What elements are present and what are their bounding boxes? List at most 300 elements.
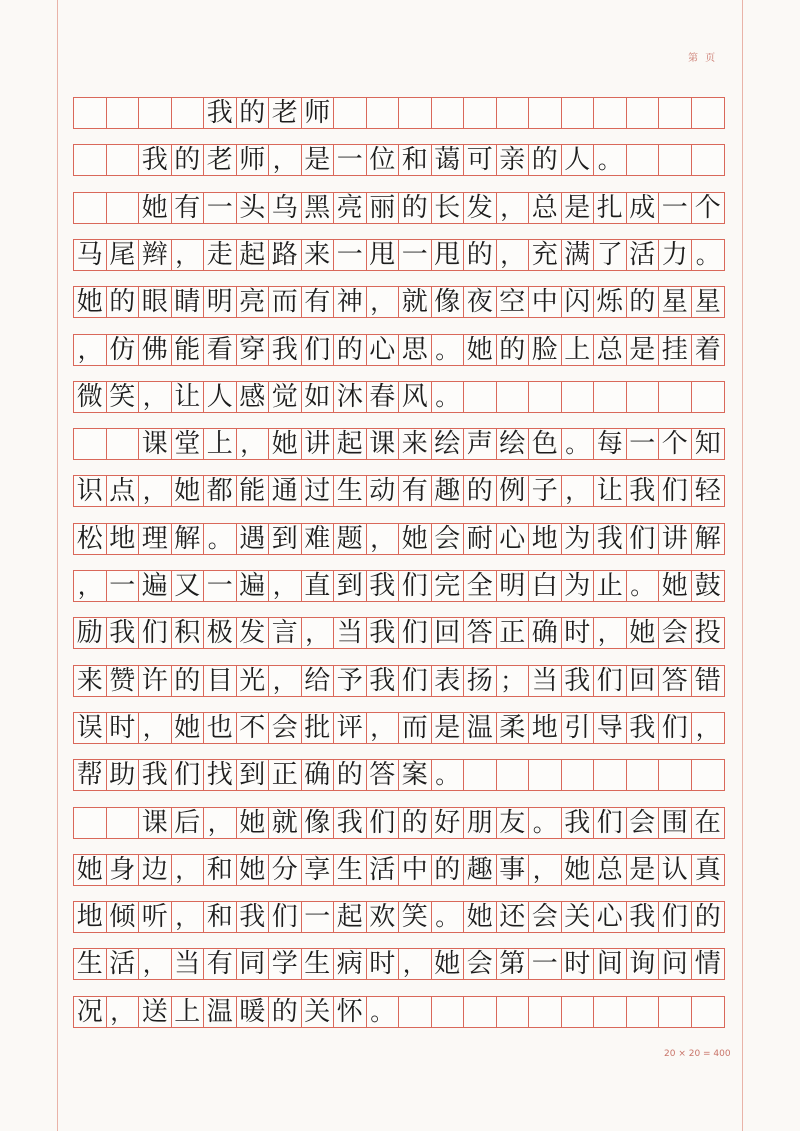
grid-cell: 人 — [562, 145, 595, 175]
grid-cell: 来 — [74, 666, 107, 696]
grid-cell: 会 — [269, 713, 302, 743]
grid-cell: 答 — [659, 666, 692, 696]
grid-cell: 们 — [139, 618, 172, 648]
grid-cell — [139, 98, 172, 128]
grid-cell: ， — [172, 240, 205, 270]
grid-cell: 真 — [694, 854, 721, 885]
page-number-label: 第 页 — [688, 53, 718, 64]
grid-cell: 过 — [302, 476, 335, 506]
grid-cell: 在 — [694, 807, 721, 838]
grid-cell: 许 — [139, 666, 172, 696]
grid-cell: 脸 — [529, 335, 562, 365]
grid-cell: 赞 — [107, 666, 140, 696]
grid-cell: 我 — [562, 666, 595, 696]
grid-cell: 是 — [432, 713, 465, 743]
grid-cell: 的 — [334, 760, 367, 790]
grid-cell: 的 — [464, 476, 497, 506]
grid-cell: 有 — [399, 476, 432, 506]
grid-cell: 。 — [627, 571, 660, 601]
grid-cell — [432, 98, 465, 128]
grid-cell — [497, 98, 530, 128]
grid-cell: ， — [302, 618, 335, 648]
grid-cell: 个 — [659, 429, 692, 459]
grid-cell: 烁 — [594, 287, 627, 317]
grid-cell: 解 — [694, 523, 721, 554]
grid-cell — [529, 98, 562, 128]
grid-cell: 她 — [627, 618, 660, 648]
grid-cell: 引 — [562, 713, 595, 743]
grid-cell: 围 — [659, 808, 692, 838]
grid-cell: 和 — [399, 145, 432, 175]
grid-cell: 我 — [594, 524, 627, 554]
grid-cell: 扬 — [464, 666, 497, 696]
grid-cell: 睛 — [172, 287, 205, 317]
grid-cell — [497, 760, 530, 790]
grid-cell: 夜 — [464, 287, 497, 317]
grid-cell: 们 — [172, 760, 205, 790]
grid-cell: 春 — [367, 382, 400, 412]
grid-cell: 间 — [594, 949, 627, 979]
grid-cell — [399, 997, 432, 1027]
grid-cell: 确 — [302, 760, 335, 790]
grid-cell — [627, 760, 660, 790]
grid-cell: 励 — [74, 618, 107, 648]
left-margin-line — [57, 0, 58, 1131]
grid-row — [73, 570, 725, 602]
grid-cell: 。 — [695, 240, 720, 269]
grid-cell: 的 — [269, 997, 302, 1027]
grid-cell: 当 — [529, 666, 562, 696]
grid-cell: 课 — [139, 808, 172, 838]
grid-cell: 案 — [399, 760, 432, 790]
grid-cell: 的 — [334, 335, 367, 365]
grid-cell: 病 — [334, 949, 367, 979]
grid-cell: ， — [269, 666, 302, 696]
grid-cell: 。 — [432, 335, 465, 365]
grid-cell: 。 — [529, 808, 562, 838]
grid-cell: 我 — [204, 98, 237, 128]
grid-cell: 止 — [594, 571, 627, 601]
grid-cell: 总 — [594, 855, 627, 885]
grid-cell — [659, 382, 692, 412]
grid-cell: 我 — [627, 902, 660, 932]
grid-cell: 鼓 — [694, 571, 721, 601]
grid-cell: 佛 — [139, 335, 172, 365]
grid-row — [73, 617, 725, 649]
grid-row — [73, 381, 725, 413]
grid-cell: 可 — [464, 145, 497, 175]
grid-cell: 她 — [237, 808, 270, 838]
grid-cell — [74, 193, 107, 223]
grid-cell: 到 — [269, 524, 302, 554]
grid-cell: 着 — [694, 334, 721, 365]
grid-cell — [659, 98, 692, 128]
grid-cell — [562, 98, 595, 128]
grid-cell — [107, 429, 140, 459]
grid-cell: 回 — [627, 666, 660, 696]
grid-cell: 误 — [74, 713, 107, 743]
grid-cell — [399, 98, 432, 128]
grid-cell: 心 — [497, 524, 530, 554]
grid-cell — [107, 808, 140, 838]
grid-cell — [562, 382, 595, 412]
grid-row — [73, 759, 725, 791]
grid-cell: 又 — [172, 571, 205, 601]
grid-cell: 而 — [269, 287, 302, 317]
grid-cell: ， — [107, 997, 140, 1027]
grid-cell: 找 — [204, 760, 237, 790]
grid-cell: ， — [139, 713, 172, 743]
grid-row — [73, 665, 725, 697]
grid-cell: 甩 — [367, 240, 400, 270]
grid-cell: 朋 — [464, 808, 497, 838]
grid-cell: 笑 — [399, 902, 432, 932]
grid-cell: 她 — [74, 855, 107, 885]
grid-cell: ， — [74, 571, 107, 601]
grid-cell: 为 — [562, 524, 595, 554]
grid-cell: 予 — [334, 666, 367, 696]
grid-cell: 她 — [172, 476, 205, 506]
grid-cell: 识 — [74, 476, 107, 506]
grid-cell: 的 — [172, 666, 205, 696]
grid-cell: 会 — [529, 902, 562, 932]
grid-cell: 尾 — [107, 240, 140, 270]
grid-cell: 的 — [464, 240, 497, 270]
grid-cell: 一 — [302, 902, 335, 932]
grid-cell — [107, 193, 140, 223]
grid-cell: 活 — [107, 949, 140, 979]
grid-cell: 我 — [367, 571, 400, 601]
grid-cell: 就 — [399, 287, 432, 317]
grid-cell: 一 — [659, 193, 692, 223]
grid-cell: 们 — [399, 618, 432, 648]
grid-cell: 们 — [659, 902, 692, 932]
grid-cell: 长 — [432, 193, 465, 223]
grid-cell: 仿 — [107, 335, 140, 365]
grid-cell: 让 — [594, 476, 627, 506]
grid-cell: 力 — [659, 240, 692, 270]
grid-cell: 声 — [464, 429, 497, 459]
grid-cell: ， — [399, 949, 432, 979]
grid-cell: 点 — [107, 476, 140, 506]
grid-cell — [74, 145, 107, 175]
grid-cell: 她 — [237, 855, 270, 885]
grid-cell: 是 — [627, 855, 660, 885]
grid-cell: 直 — [302, 571, 335, 601]
grid-cell: 堂 — [172, 429, 205, 459]
grid-cell: 知 — [694, 429, 721, 460]
grid-cell: 中 — [529, 287, 562, 317]
grid-cell: 她 — [464, 902, 497, 932]
grid-cell: 位 — [367, 145, 400, 175]
grid-row — [73, 239, 725, 271]
grid-cell: 关 — [302, 997, 335, 1027]
grid-cell: ； — [497, 666, 530, 696]
grid-cell: 一 — [334, 145, 367, 175]
grid-cell: ， — [695, 713, 720, 742]
grid-cell: 她 — [464, 335, 497, 365]
grid-row — [73, 901, 725, 933]
grid-cell: 身 — [107, 855, 140, 885]
grid-cell: 为 — [562, 571, 595, 601]
grid-cell: 回 — [432, 618, 465, 648]
grid-cell: ， — [172, 855, 205, 885]
grid-cell: 一 — [204, 193, 237, 223]
grid-cell: 像 — [432, 287, 465, 317]
grid-cell: 导 — [594, 713, 627, 743]
grid-cell: 她 — [74, 287, 107, 317]
grid-cell: 我 — [562, 808, 595, 838]
grid-cell: 例 — [497, 476, 530, 506]
grid-cell: 了 — [594, 240, 627, 270]
grid-cell: ， — [497, 240, 530, 270]
grid-cell: 正 — [269, 760, 302, 790]
grid-row — [73, 712, 725, 744]
grid-cell: ， — [562, 476, 595, 506]
grid-cell: 的 — [432, 855, 465, 885]
grid-cell: 柔 — [497, 713, 530, 743]
grid-cell: 是 — [562, 193, 595, 223]
grid-cell: 们 — [399, 666, 432, 696]
grid-cell — [497, 382, 530, 412]
grid-cell: 也 — [204, 713, 237, 743]
grid-cell: 挂 — [659, 335, 692, 365]
grid-cell: 当 — [334, 618, 367, 648]
grid-cell: 询 — [627, 949, 660, 979]
grid-cell: 如 — [302, 382, 335, 412]
grid-cell: 沐 — [334, 382, 367, 412]
grid-row — [73, 286, 725, 318]
grid-cell: 她 — [139, 193, 172, 223]
grid-cell: 讲 — [302, 429, 335, 459]
grid-row — [73, 854, 725, 886]
grid-cell: 遍 — [139, 571, 172, 601]
grid-cell: 理 — [139, 524, 172, 554]
grid-cell: 们 — [659, 713, 692, 743]
grid-cell: 活 — [367, 855, 400, 885]
grid-cell: 我 — [627, 476, 660, 506]
grid-cell: 黑 — [302, 193, 335, 223]
grid-cell: 充 — [529, 240, 562, 270]
grid-cell: 就 — [269, 808, 302, 838]
grid-cell: 上 — [172, 997, 205, 1027]
grid-cell: 她 — [269, 429, 302, 459]
grid-cell: ， — [204, 808, 237, 838]
grid-cell: 思 — [399, 335, 432, 365]
grid-cell — [562, 997, 595, 1027]
grid-cell: 地 — [529, 713, 562, 743]
grid-cell: 马 — [74, 240, 107, 270]
grid-cell: 解 — [172, 524, 205, 554]
grid-cell: 的 — [399, 193, 432, 223]
grid-cell: 地 — [74, 902, 107, 932]
grid-cell: 答 — [367, 760, 400, 790]
grid-cell: 难 — [302, 524, 335, 554]
grid-cell: 助 — [107, 760, 140, 790]
right-margin-line — [742, 0, 743, 1131]
grid-cell — [529, 997, 562, 1027]
grid-cell: 们 — [399, 571, 432, 601]
grid-cell: ， — [269, 571, 302, 601]
grid-cell: 微 — [74, 382, 107, 412]
grid-cell — [594, 997, 627, 1027]
grid-cell — [464, 760, 497, 790]
grid-cell: 们 — [269, 902, 302, 932]
grid-cell: 一 — [529, 949, 562, 979]
grid-row — [73, 523, 725, 555]
grid-cell — [659, 760, 692, 790]
grid-cell — [74, 429, 107, 459]
grid-cell: 师 — [302, 98, 335, 128]
grid-cell: 丽 — [367, 193, 400, 223]
grid-cell: 时 — [562, 949, 595, 979]
grid-cell: 分 — [269, 855, 302, 885]
grid-cell: 子 — [529, 476, 562, 506]
grid-cell: 的 — [237, 98, 270, 128]
grid-cell: 同 — [237, 949, 270, 979]
grid-cell: 的 — [694, 902, 721, 933]
grid-cell: 看 — [204, 335, 237, 365]
grid-row — [73, 192, 725, 224]
grid-cell: 老 — [204, 145, 237, 175]
grid-cell: 一 — [204, 571, 237, 601]
grid-cell: 的 — [172, 145, 205, 175]
grid-cell: 有 — [204, 949, 237, 979]
grid-cell: 甩 — [432, 240, 465, 270]
grid-cell: 暖 — [237, 997, 270, 1027]
grid-cell — [692, 382, 725, 412]
grid-cell — [172, 98, 205, 128]
grid-cell: 温 — [204, 997, 237, 1027]
grid-cell: 星 — [659, 287, 692, 317]
grid-cell: 色 — [529, 429, 562, 459]
grid-cell — [107, 145, 140, 175]
grid-cell: 投 — [694, 618, 721, 649]
grid-cell — [627, 997, 660, 1027]
grid-cell — [367, 98, 400, 128]
grid-cell: 送 — [139, 997, 172, 1027]
grid-cell: 我 — [269, 335, 302, 365]
grid-cell: 问 — [659, 949, 692, 979]
grid-cell: 让 — [172, 382, 205, 412]
grid-cell: 明 — [497, 571, 530, 601]
grid-cell: 时 — [562, 618, 595, 648]
grid-cell — [692, 760, 725, 790]
grid-cell — [692, 145, 725, 175]
grid-cell: 们 — [594, 808, 627, 838]
grid-cell — [432, 997, 465, 1027]
grid-cell — [107, 98, 140, 128]
grid-cell: ， — [139, 476, 172, 506]
grid-cell: ， — [367, 287, 400, 317]
grid-cell: 风 — [399, 382, 432, 412]
grid-cell: 有 — [302, 287, 335, 317]
grid-cell — [659, 997, 692, 1027]
grid-cell: 亮 — [334, 193, 367, 223]
grid-row — [73, 428, 725, 460]
grid-row — [73, 475, 725, 507]
grid-cell: 生 — [74, 949, 107, 979]
grid-cell: 中 — [399, 855, 432, 885]
grid-cell: 起 — [334, 429, 367, 459]
grid-cell: 确 — [529, 618, 562, 648]
grid-cell — [74, 808, 107, 838]
grid-cell: 个 — [694, 192, 721, 223]
grid-cell: 。 — [432, 382, 465, 412]
grid-cell: 通 — [269, 476, 302, 506]
grid-cell: 心 — [594, 902, 627, 932]
grid-cell: 的 — [627, 287, 660, 317]
grid-cell: 她 — [172, 713, 205, 743]
grid-cell: 人 — [204, 382, 237, 412]
grid-cell: 们 — [367, 808, 400, 838]
grid-cell — [594, 382, 627, 412]
grid-cell: 生 — [334, 855, 367, 885]
grid-cell: 来 — [399, 429, 432, 459]
grid-cell: ， — [594, 618, 627, 648]
grid-cell: 我 — [139, 760, 172, 790]
grid-cell: 况 — [74, 997, 107, 1027]
grid-cell: 会 — [627, 808, 660, 838]
grid-cell: 像 — [302, 808, 335, 838]
grid-cell — [74, 98, 107, 128]
grid-cell: 都 — [204, 476, 237, 506]
grid-cell: 亲 — [497, 145, 530, 175]
grid-cell: 目 — [204, 666, 237, 696]
grid-cell: 我 — [334, 808, 367, 838]
grid-cell: 的 — [529, 145, 562, 175]
grid-cell: 一 — [627, 429, 660, 459]
grid-cell: 心 — [367, 335, 400, 365]
grid-cell: 闪 — [562, 287, 595, 317]
grid-cell: 神 — [334, 287, 367, 317]
grid-cell: 。 — [432, 902, 465, 932]
grid-cell: 能 — [172, 335, 205, 365]
grid-cell: 讲 — [659, 524, 692, 554]
grid-cell: 批 — [302, 713, 335, 743]
grid-cell: 听 — [139, 902, 172, 932]
grid-cell — [464, 997, 497, 1027]
grid-cell: 积 — [172, 618, 205, 648]
grid-cell: 课 — [139, 429, 172, 459]
grid-cell: 发 — [237, 618, 270, 648]
grid-cell — [594, 760, 627, 790]
grid-cell: 完 — [432, 571, 465, 601]
grid-cell: 动 — [367, 476, 400, 506]
grid-cell: 起 — [237, 240, 270, 270]
grid-cell: 路 — [269, 240, 302, 270]
grid-cell: ， — [74, 335, 107, 365]
grid-cell: 趣 — [432, 476, 465, 506]
grid-cell: 怀 — [334, 997, 367, 1027]
grid-cell: 老 — [269, 98, 302, 128]
grid-cell: 地 — [107, 524, 140, 554]
grid-cell: 绘 — [432, 429, 465, 459]
grid-cell — [529, 760, 562, 790]
grid-cell: 时 — [107, 713, 140, 743]
grid-cell — [692, 997, 725, 1027]
grid-count-label: 20 × 20 = 400 — [664, 1049, 731, 1059]
grid-cell: 我 — [107, 618, 140, 648]
grid-cell: 趣 — [464, 855, 497, 885]
grid-cell: 一 — [107, 571, 140, 601]
grid-cell — [562, 760, 595, 790]
grid-cell: 帮 — [74, 760, 107, 790]
grid-cell — [497, 997, 530, 1027]
grid-cell: 时 — [367, 949, 400, 979]
grid-cell: 生 — [302, 949, 335, 979]
grid-cell: 星 — [694, 287, 721, 318]
